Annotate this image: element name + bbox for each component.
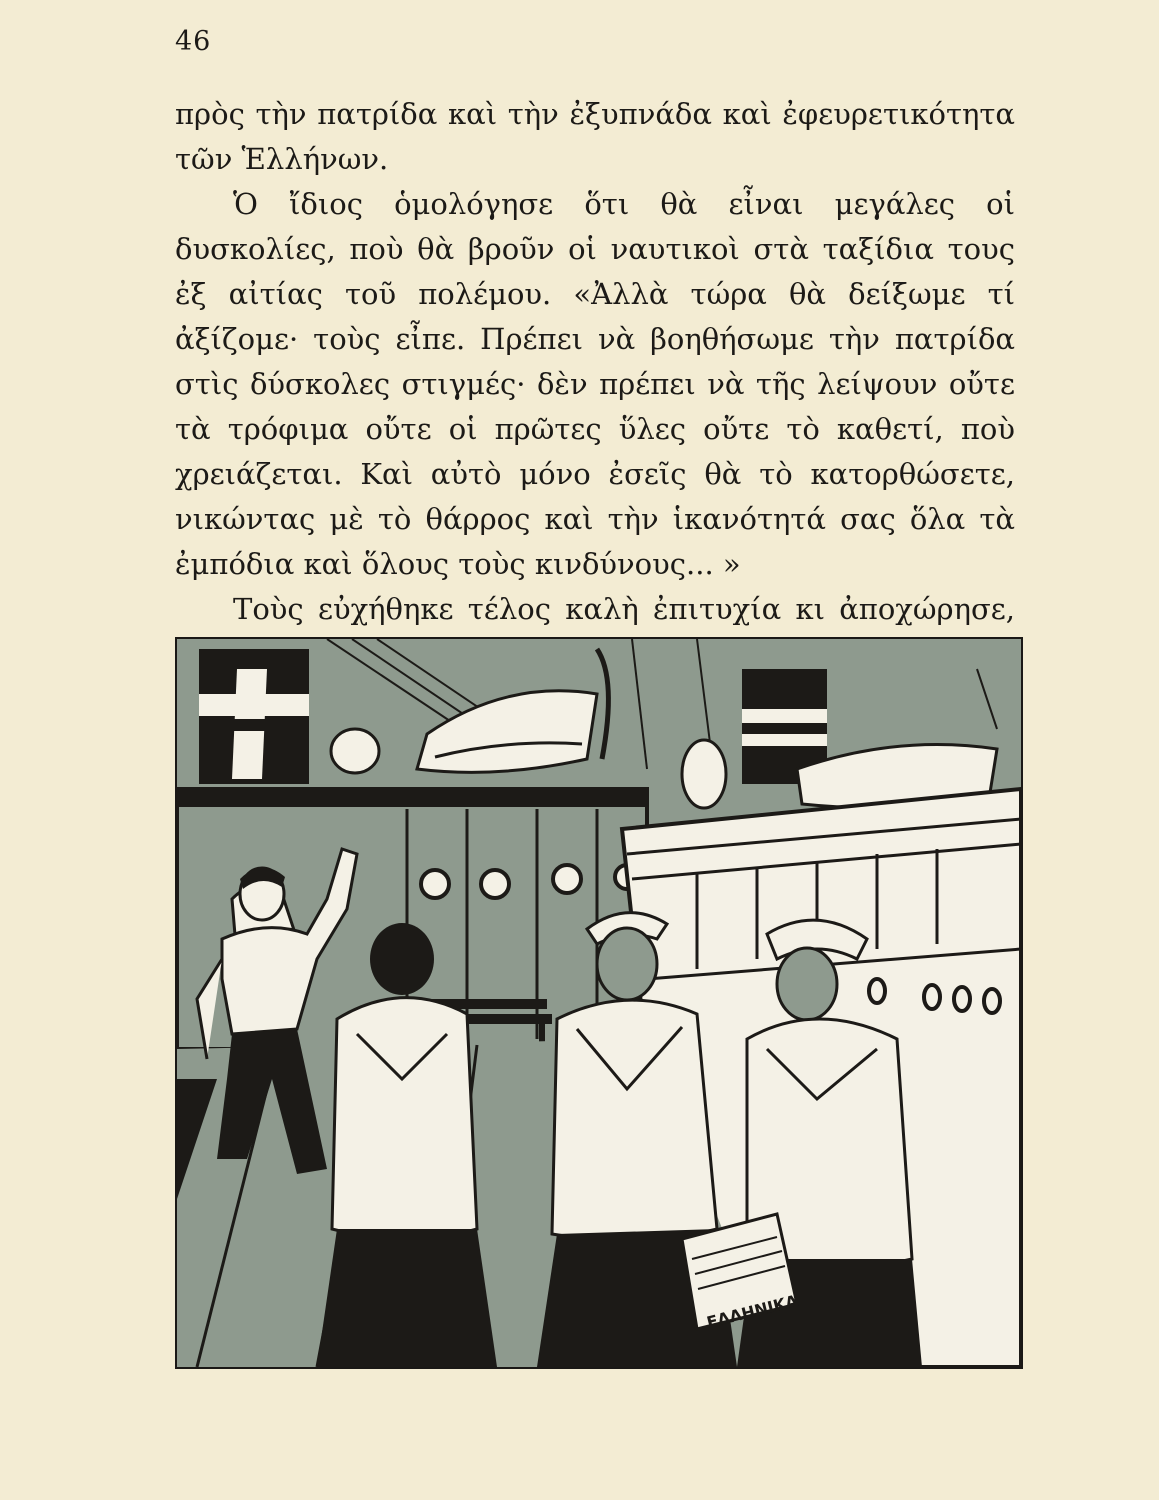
ship-deck-illustration: [175, 637, 1023, 1369]
page-number: 46: [175, 26, 212, 57]
ventilator-right: [682, 740, 726, 808]
paragraph-3: Τοὺς εὐχήθηκε τέλος καλὴ ἐπιτυχία κι ἀποχώρησε,: [233, 592, 1015, 626]
ventilator-left: [331, 729, 379, 773]
left-funnel: [199, 649, 309, 784]
paragraph-2: Ὁ ἴδιος ὁμολόγησε ὅτι θὰ εἶναι μεγάλες οἱ δυσκολίες, ποὺ θὰ βροῦν οἱ ναυτικοὶ στὰ ταξίδια τους ἐξ αἰτίας τοῦ πολέμου. «Ἀλλὰ τώρα θὰ δείξωμε τί ἀξίζομε· τοὺς εἶπε. Πρέπει νὰ βοηθήσωμε τὴν πατρίδα στὶς δύσκολες στιγμές· δὲν πρέπει νὰ τῆς λείψουν οὔτε τὰ τρόφιμα οὔτε οἱ πρῶτες ὕλες οὔτε τὸ καθετί, ποὺ χρειάζεται. Καὶ αὐτὸ μόνο ἐσεῖς θὰ τὸ κατορθώσετε, νικώντας μὲ τὸ θάρρος καὶ τὴν ἱκανότητά σας ὅλα τὰ ἐμπόδια καὶ ὅλους τοὺς κινδύνους... »: [175, 187, 1015, 581]
paragraph-1: πρὸς τὴν πατρίδα καὶ τὴν ἐξυπνάδα καὶ ἐφευρετικότητα τῶν Ἑλλήνων.: [175, 97, 1015, 176]
newspaper-headline: ΕΛΛΗΝΙΚΑ: [704, 1291, 800, 1333]
body-text: [175, 92, 1015, 722]
